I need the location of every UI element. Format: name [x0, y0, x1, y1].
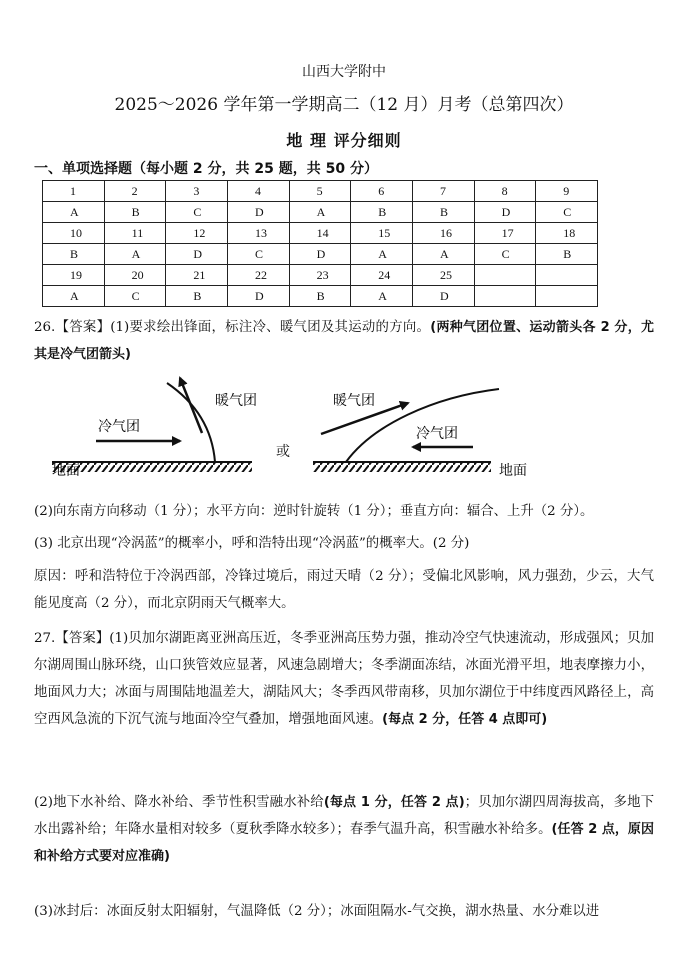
- question-number-row: [43, 265, 598, 286]
- answer-cell: B: [289, 286, 351, 307]
- or-label: 或: [276, 444, 290, 460]
- question-number-cell: 7: [412, 181, 474, 202]
- question-number-cell: 8: [474, 181, 536, 202]
- question-number-row: [43, 223, 598, 244]
- question-number-cell: 10: [43, 223, 105, 244]
- ground-hatch: [313, 463, 491, 472]
- question-number-cell: 24: [351, 265, 413, 286]
- cold-air-label: 冷气团: [98, 419, 140, 435]
- question-number-cell: 9: [536, 181, 598, 202]
- q26-intro-text: 26.【答案】(1)要求绘出锋面，标注冷、暖气团及其运动的方向。: [34, 320, 431, 335]
- question-number-cell: 17: [474, 223, 536, 244]
- question-number-cell: 2: [104, 181, 166, 202]
- subject-title: 地 理 评分细则: [286, 131, 402, 150]
- question-number-cell: 12: [166, 223, 228, 244]
- q26-intro-scoring: (两种气团位置、运动箭头各 2 分，尤其是冷气团箭头): [34, 320, 654, 362]
- answer-cell: D: [166, 244, 228, 265]
- front-diagram-left: [52, 375, 257, 479]
- answer-cell: D: [474, 202, 536, 223]
- question-number-cell: 6: [351, 181, 413, 202]
- answer-cell: A: [351, 244, 413, 265]
- answer-cell: B: [166, 286, 228, 307]
- question-number-cell: 14: [289, 223, 351, 244]
- answer-row: [43, 244, 598, 265]
- q27-part2-scoring-2: (任答 2 点，原因和补给方式要对应准确): [34, 822, 654, 864]
- q27-part1: [34, 625, 654, 733]
- ground-hatch: [52, 463, 252, 472]
- q27-part3: (3)冰封后：冰面反射太阳辐射，气温降低（2 分）；冰面阻隔水-气交换，湖水热量、水分难以进: [34, 904, 600, 919]
- answer-cell: B: [536, 244, 598, 265]
- answer-cell: [474, 286, 536, 307]
- answer-cell: B: [351, 202, 413, 223]
- answer-cell: C: [227, 244, 289, 265]
- q26-part2: (2)向东南方向移动（1 分）；水平方向：逆时针旋转（1 分）；垂直方向：辐合、上升（2 分）。: [34, 504, 594, 519]
- answer-cell: A: [412, 244, 474, 265]
- question-number-cell: 13: [227, 223, 289, 244]
- question-number-cell: 15: [351, 223, 413, 244]
- warm-air-label: 暖气团: [333, 393, 375, 409]
- answer-cell: D: [412, 286, 474, 307]
- front-diagram-right: [313, 375, 563, 479]
- ground-label: 地面: [499, 463, 527, 479]
- answer-cell: C: [104, 286, 166, 307]
- q26-intro: [34, 314, 654, 368]
- q27-part2-text-a: (2)地下水补给、降水补给、季节性积雪融水补给: [34, 795, 324, 810]
- question-number-cell: [536, 265, 598, 286]
- answer-cell: [536, 286, 598, 307]
- front-surface: [167, 383, 215, 462]
- q27-part2-text-b: ；贝加尔湖四周海拔高，多地下水出露补给；年降水量相对较多（夏秋季降水较多）；春季气温升高，积雪融水补给多。: [34, 795, 655, 837]
- question-number-row: [43, 181, 598, 202]
- answer-cell: A: [43, 202, 105, 223]
- answer-cell: B: [43, 244, 105, 265]
- answer-cell: C: [536, 202, 598, 223]
- q27-part1-scoring: (每点 2 分，任答 4 点即可): [382, 712, 548, 727]
- question-number-cell: 11: [104, 223, 166, 244]
- answer-cell: B: [412, 202, 474, 223]
- q26-part3: (3) 北京出现“冷涡蓝”的概率小，呼和浩特出现“冷涡蓝”的概率大。(2 分): [34, 536, 470, 551]
- question-number-cell: 22: [227, 265, 289, 286]
- answer-cell: A: [351, 286, 413, 307]
- section1-title: 一、单项选择题（每小题 2 分，共 25 题，共 50 分）: [34, 161, 378, 177]
- answer-cell: D: [289, 244, 351, 265]
- answer-cell: A: [289, 202, 351, 223]
- answer-cell: B: [104, 202, 166, 223]
- question-number-cell: 5: [289, 181, 351, 202]
- q27-part1-text: 27.【答案】(1)贝加尔湖距离亚洲高压近，冬季亚洲高压势力强，推动冷空气快速流动，形成强风；贝加尔湖周围山脉环绕，山口狭管效应显著，风速急剧增大；冬季湖面冻结，冰面光滑平坦，地表摩擦力小，地面风力大；冰面与周围陆地温差大，湖陆风大；冬季西风带南移，贝加尔湖位于中纬度西风路径上，高空西风急流的下沉气流与地面冷空气叠加，增强地面风速。: [34, 631, 654, 727]
- question-number-cell: 21: [166, 265, 228, 286]
- answer-row: [43, 202, 598, 223]
- question-number-cell: 19: [43, 265, 105, 286]
- question-number-cell: 23: [289, 265, 351, 286]
- answer-cell: D: [227, 286, 289, 307]
- cold-air-label: 冷气团: [416, 426, 458, 442]
- answer-cell: A: [104, 244, 166, 265]
- answer-cell: C: [166, 202, 228, 223]
- question-number-cell: 16: [412, 223, 474, 244]
- question-number-cell: 3: [166, 181, 228, 202]
- answer-table: [42, 180, 598, 307]
- answer-row: [43, 286, 598, 307]
- question-number-cell: 18: [536, 223, 598, 244]
- exam-title: 2025～2026 学年第一学期高二（12 月）月考（总第四次）: [114, 95, 574, 115]
- question-number-cell: 20: [104, 265, 166, 286]
- q26-reason: 原因：呼和浩特位于冷涡西部，冷锋过境后，雨过天晴（2 分）；受偏北风影响，风力强劲，少云，大气能见度高（2 分），而北京阴雨天气概率大。: [34, 569, 654, 611]
- question-number-cell: [474, 265, 536, 286]
- question-number-cell: 25: [412, 265, 474, 286]
- warm-air-label: 暖气团: [215, 393, 257, 409]
- school-name: 山西大学附中: [302, 64, 386, 80]
- question-number-cell: 4: [227, 181, 289, 202]
- warm-air-arrow: [180, 378, 202, 433]
- q27-part2: [34, 789, 654, 870]
- answer-cell: C: [474, 244, 536, 265]
- answer-cell: A: [43, 286, 105, 307]
- question-number-cell: 1: [43, 181, 105, 202]
- ground-label: 地面: [52, 463, 80, 479]
- answer-cell: D: [227, 202, 289, 223]
- q27-part2-scoring-1: (每点 1 分，任答 2 点): [323, 795, 465, 810]
